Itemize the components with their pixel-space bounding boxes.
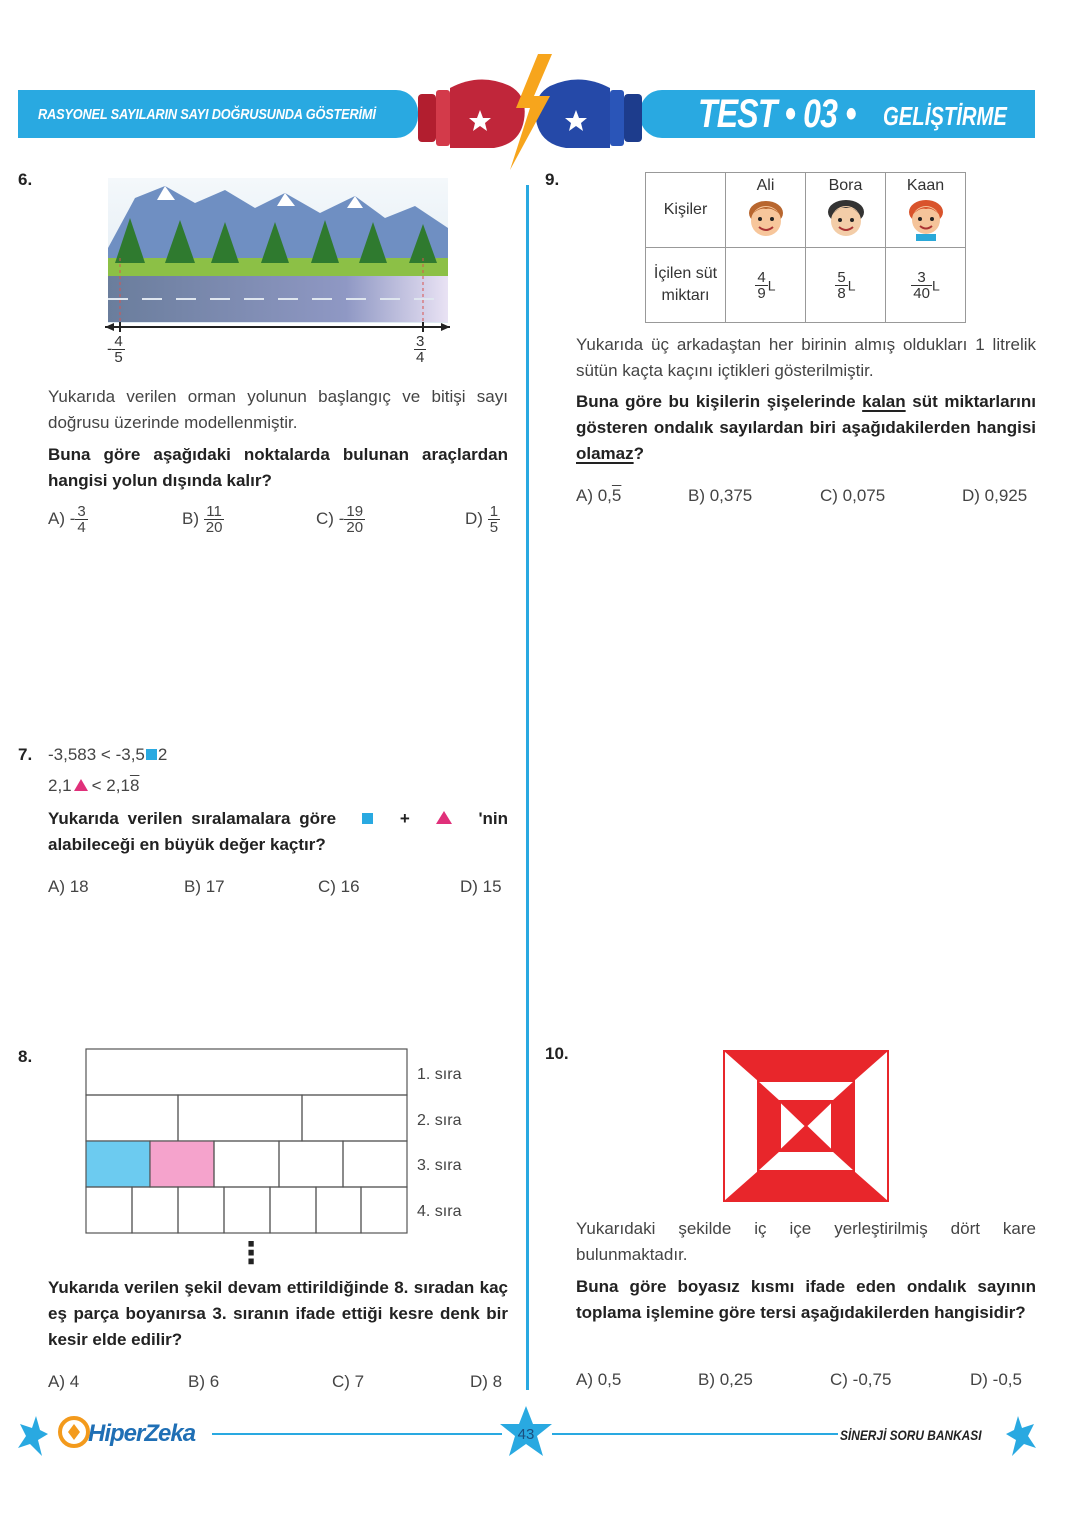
q7-line2-mid: < 2,1 (91, 776, 130, 795)
q8-continuation-dots: ⋮ (236, 1237, 266, 1270)
column-divider (526, 185, 529, 1390)
q9-question (576, 389, 1036, 467)
q9-option-a-key: A) 0, (576, 486, 612, 505)
q6-option-c-fraction (344, 504, 365, 535)
forest-road-illustration (105, 178, 450, 338)
pink-triangle-icon (436, 811, 452, 824)
q6-option-c[interactable] (316, 504, 365, 535)
q10-nested-squares (723, 1050, 889, 1202)
q9-milk-bora-num: 5 (837, 268, 846, 286)
q9-milk-ali (726, 248, 806, 323)
q9-option-b[interactable]: B) 0,375 (688, 486, 753, 505)
q7-option-c[interactable]: C) 16 (318, 877, 360, 896)
q10-option-d[interactable]: D) -0,5 (970, 1370, 1022, 1389)
footer-brand: HiperZeka (88, 1420, 196, 1447)
q10-option-a[interactable]: A) 0,5 (576, 1370, 622, 1389)
q8-row-label-2: 2. sıra (417, 1112, 462, 1129)
q6-text: Yukarıda verilen orman yolunun başlangıç ve bitişi sayı doğrusu üzerinde modellenmiştir. (48, 387, 508, 432)
header-test-bar (640, 90, 1035, 138)
page-number: 43 (517, 1426, 535, 1443)
q9-milk-bora-fraction (835, 270, 847, 301)
q6-option-a-sign: - (69, 508, 76, 528)
q7-number: 7. (18, 745, 33, 764)
q8-option-a[interactable]: A) 4 (48, 1372, 80, 1391)
q6-option-d-fraction (488, 504, 500, 535)
q8-option-b[interactable]: B) 6 (188, 1372, 220, 1391)
q9-milk-kaan-fraction (911, 270, 932, 301)
q10-question: Buna göre boyasız kısmı ifade eden ondalık sayının toplama işlemine göre tersi aşağıdakilerden hangisidir? (576, 1277, 1036, 1322)
q6-number: 6. (18, 170, 33, 189)
q8-row-label-4: 4. sıra (417, 1203, 462, 1220)
q6-option-d[interactable] (465, 504, 500, 535)
q8-option-d[interactable]: D) 8 (470, 1372, 503, 1391)
q6-option-b[interactable] (182, 504, 224, 535)
q6-option-a-den: 4 (77, 519, 86, 536)
q9-milk-ali-den: 9 (757, 284, 766, 302)
q6-left-endpoint (107, 334, 125, 365)
q9-milk-kaan-unit: L (931, 277, 940, 293)
q6-option-b-den: 20 (205, 519, 223, 536)
q7-question-line1 (48, 806, 508, 832)
pink-triangle-icon (74, 779, 88, 791)
q6-right-den: 4 (416, 349, 425, 366)
q7-line1-left: -3,583 < -3,5 (48, 745, 145, 764)
q7-question-line2: alabileceği en büyük değer kaçtır? (48, 835, 326, 854)
q6-left-fraction (112, 334, 124, 365)
q10-option-b[interactable]: B) 0,25 (698, 1370, 753, 1389)
q9-milk-ali-unit: L (767, 277, 776, 293)
q9-question-kalan: kalan (862, 392, 906, 411)
q8-fraction-bars (85, 1048, 410, 1236)
q9-person-bora (806, 173, 886, 248)
q6-left-den: 5 (114, 349, 123, 366)
q9-question-end: ? (633, 444, 645, 463)
q6-right-num: 3 (416, 333, 425, 350)
q7-option-b[interactable]: B) 17 (184, 877, 225, 896)
q7-question-plus: + (399, 809, 410, 828)
q6-left-num: 4 (114, 333, 123, 350)
blue-square-icon (362, 813, 373, 824)
q9-person-ali-name: Ali (756, 177, 775, 194)
q9-person-kaan (886, 173, 966, 248)
q6-option-c-key: C) (316, 508, 334, 528)
q7-line2-left: 2,1 (48, 776, 72, 795)
q9-person-kaan-name: Kaan (906, 177, 945, 194)
q9-milk-bora-den: 8 (837, 284, 846, 302)
q6-option-b-num: 11 (204, 504, 225, 520)
q7-question-a: Yukarıda verilen sıralamalara göre (48, 809, 337, 828)
q9-milk-kaan-den: 40 (913, 284, 930, 302)
footer-line-left (212, 1433, 502, 1435)
q9-option-a[interactable] (576, 486, 621, 506)
q9-header-milk: İçilen süt miktarı (646, 248, 726, 323)
footer-line-right (552, 1433, 838, 1435)
q9-question-olamaz: olamaz (576, 444, 634, 463)
blue-square-icon (146, 749, 157, 760)
q6-question: Buna göre aşağıdaki noktalarda bulunan araçlardan hangisi yolun dışında kalır? (48, 445, 508, 490)
q7-line1-right: 2 (157, 745, 168, 764)
boy-face-icon (742, 195, 790, 241)
q6-option-a-num: 3 (77, 503, 86, 520)
q10-text: Yukarıdaki şekilde iç içe yerleştirilmiş dört kare bulunmaktadır. (576, 1219, 1036, 1264)
q6-right-fraction (414, 334, 426, 365)
q8-row-label-3: 3. sıra (417, 1157, 462, 1174)
q6-option-c-sign: - (338, 508, 345, 528)
q8-question: Yukarıda verilen şekil devam ettirildiğinde 8. sıradan kaç eş parça boyanırsa 3. sıranın ifade ettiği kesre denk bir kesir elde edilir? (48, 1278, 508, 1349)
q9-option-d[interactable]: D) 0,925 (962, 486, 1028, 505)
q7-line2-repeating: 8 (129, 776, 140, 795)
q9-person-ali (726, 173, 806, 248)
q6-option-b-fraction (204, 504, 225, 535)
q9-person-bora-name: Bora (828, 177, 863, 194)
brand-logo-icon (56, 1412, 92, 1450)
star-left-icon (16, 1414, 50, 1458)
q6-option-a-fraction (75, 504, 87, 535)
header-topic: RASYONEL SAYILARIN SAYI DOĞRUSUNDA GÖSTERİMİ (38, 105, 376, 123)
boxing-gloves-icon (410, 52, 650, 172)
q7-inequality-1 (48, 745, 167, 765)
boy-face-icon (822, 195, 870, 241)
q9-number: 9. (545, 170, 560, 189)
q6-left-sign: - (107, 340, 113, 358)
q10-number: 10. (545, 1044, 569, 1063)
q9-milk-bora (806, 248, 886, 323)
q7-question-b: 'nin (478, 809, 509, 828)
q9-option-c[interactable]: C) 0,075 (820, 486, 886, 505)
footer-series: SİNERJİ SORU BANKASI (840, 1427, 982, 1443)
q9-question-a: Buna göre bu kişilerin şişelerinde (576, 392, 856, 411)
q6-option-d-num: 1 (489, 503, 499, 520)
q6-option-d-key: D) (465, 508, 483, 528)
q7-option-d[interactable]: D) 15 (460, 877, 502, 896)
q8-row-label-1: 1. sıra (417, 1066, 462, 1083)
q6-option-a[interactable] (48, 504, 88, 535)
q7-option-a[interactable]: A) 18 (48, 877, 89, 896)
q9-header-people: Kişiler (646, 173, 726, 248)
q9-text: Yukarıda üç arkadaştan her birinin almış oldukları 1 litrelik sütün kaçta kaçını içtikleri gösterilmiştir. (576, 335, 1036, 380)
q8-number: 8. (18, 1047, 33, 1066)
q6-option-d-den: 5 (489, 519, 499, 536)
q10-option-c[interactable]: C) -0,75 (830, 1370, 892, 1389)
q7-inequality-2 (48, 776, 139, 796)
boy-face-icon (902, 195, 950, 241)
q9-milk-bora-unit: L (847, 277, 856, 293)
header-topic-bar (18, 90, 418, 138)
header-level-label: GELİŞTİRME (883, 101, 1007, 131)
q9-question-b: süt miktarlarını gösteren ondalık sayılardan biri aşağıdakilerden hangisi (576, 392, 1036, 437)
q9-milk-ali-num: 4 (757, 268, 766, 286)
q9-milk-ali-fraction (755, 270, 767, 301)
q6-right-endpoint (414, 334, 426, 365)
q6-option-c-num: 19 (346, 503, 364, 520)
q9-milk-kaan (886, 248, 966, 323)
q6-option-b-key: B) (182, 508, 199, 528)
q9-milk-table (645, 172, 966, 323)
q8-option-c[interactable]: C) 7 (332, 1372, 365, 1391)
q9-milk-kaan-num: 3 (911, 270, 932, 286)
q9-option-a-repeating: 5 (611, 486, 622, 505)
header-test-label: TEST • 03 • (698, 91, 856, 136)
star-right-icon (1004, 1414, 1038, 1458)
q6-option-a-key: A) (48, 508, 65, 528)
q6-option-c-den: 20 (346, 519, 364, 536)
